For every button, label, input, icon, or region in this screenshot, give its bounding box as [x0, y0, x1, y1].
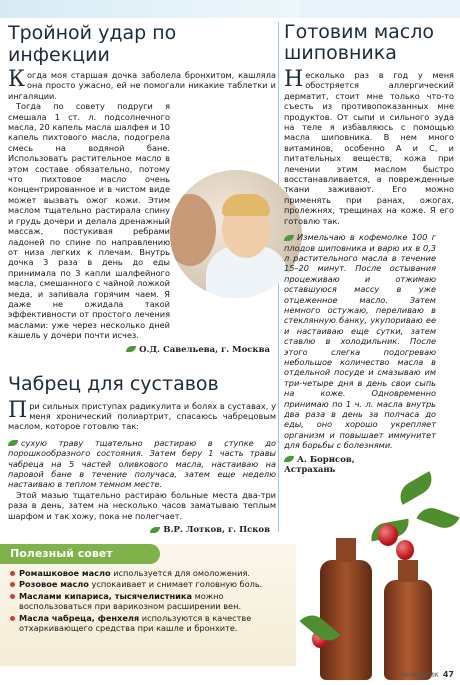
dropcap-p: П [8, 397, 28, 423]
article-rosehip-recipe: Измельчаю в кофемолке 100 г плодов шиповника и варю их в 0,3 л растительного масла в течение 15–20 минут. После остывания процеживаю и отжимаю оставшуюся массу в уже отцеженное масло. Затем немного остужаю, переливаю в стеклянную банку, укупориваю ее и настаиваю еще сутки, затем ставлю в холодильник. После этого слегка подогреваю небольшое количество масла в отдельной посуде и смазываю им три-четыре дня в день свои сыпь на коже. Одновременно принимаю по 1 ч. л. масла внутрь два раза в день за полчаса до еды, оно хорошо укрепляет организм и повышает иммунитет для борьбы с болезнями. [284, 232, 436, 451]
useful-tip-title: Полезный совет [0, 544, 160, 564]
article-title-thyme: Чабрец для суставов [8, 372, 219, 395]
leaf-icon [284, 456, 294, 462]
useful-tip-list [10, 568, 292, 634]
leaf-icon [150, 527, 160, 533]
oil-bottles-illustration [300, 470, 460, 685]
signature-savelieva: О.Д. Савельева, г. Москва [8, 345, 276, 355]
list-item: Розовое масло успокаивает и снимает головную боль. [10, 579, 292, 589]
right-column [284, 22, 454, 475]
page-number: 47 [442, 670, 454, 679]
article-thyme-usage: Этой мазью тщательно растираю больные места два-три раза в день, затем на несколько часов заматываю теплым шарфом и так хожу, пока не полегчает. [8, 489, 276, 521]
leaf-icon [126, 346, 136, 352]
article-thyme-recipe: сухую траву тщательно растираю в ступке до порошкообразного состояния. Затем беру 1 часть травы чабреца на 5 частей оливкового масла, настаиваю на паровой бане в течение получаса, затем еще неделю настаиваю в теплом темном месте. [8, 437, 276, 490]
magazine-label: лечебник [398, 670, 439, 679]
useful-tip-box [0, 544, 296, 666]
article-rosehip-intro: Н есколько раз в год у меня обостряется аллергический дерматит, стоит мне только что-то съесть из противопоказанных мне продуктов. От сыпи и сильного зуда на теле я избавляюсь с помощью масла шиповника. В нем много витаминов, особенно А и С, и питательных веществ, кожа при лечении этим маслом быстро восстанавливается, а поврежденные ткани заживают. Его можно применять при ранах, ожогах, пролежнях, трещинах на коже. Я его готовлю так. [284, 67, 454, 226]
page-footer [399, 670, 454, 679]
dropcap-k: К [8, 67, 26, 92]
signature-lotkov: В.Р. Лотков, г. Псков [8, 525, 276, 535]
list-item: Маслами кипариса, тысячелистника можно воспользоваться при варикозном расширении вен. [10, 591, 292, 612]
leaf-icon [8, 440, 18, 446]
article-thyme-intro: П ри сильных приступах радикулита и болях в суставах, у меня хронический полиартрит, спасаюсь чабрецовым маслом, которое готовлю так: [8, 397, 276, 432]
leaf-icon [284, 235, 294, 241]
top-decor-bar [0, 0, 460, 18]
list-item: Масла чабреца, фенхеля используются в качестве отхаркивающего средства при кашле и бронхите. [10, 613, 292, 634]
article-infection-intro: К огда моя старшая дочка заболела бронхитом, кашляла она просто ужасно, ей не помогали никакие таблетки и ингаляции. [8, 67, 276, 101]
list-item: Ромашковое масло используется для омоложения. [10, 568, 292, 578]
photo-child-with-mother [170, 170, 302, 298]
dropcap-n: Н [284, 67, 304, 92]
article-title-infection: Тройной удар по инфекции [8, 22, 177, 66]
signature-borisov: А. Борисов, Астрахань [284, 454, 355, 475]
article-infection-body: Тогда по совету подруги я смешала 1 ст. л. подсолнечного масла, 20 капель масла шалфея и 10 капель пихтового масла, подогрела смесь на водяной бане. Использовать растительное масло в этом составе обязательно, потому что пихтовое масло очень концентрированное и в чистом виде может вызвать ожог кожи. Этим маслом тщательно растирала спину и грудь дочери и делала дренажный массаж, постукивая ребрами ладоней по спине по направлению от низа легких к плечам. Внутрь дочка 3 раза в день до еды принимала по 3 капли шалфейного масла, смешанного с чайной ложкой меда, и запивала горячим чаем. Я даже не ожидала такой эффективности от простого лечения маслами: уже через несколько дней кашель у дочери почти исчез. [8, 101, 170, 341]
article-title-rosehip: Готовим масло шиповника [284, 21, 435, 64]
